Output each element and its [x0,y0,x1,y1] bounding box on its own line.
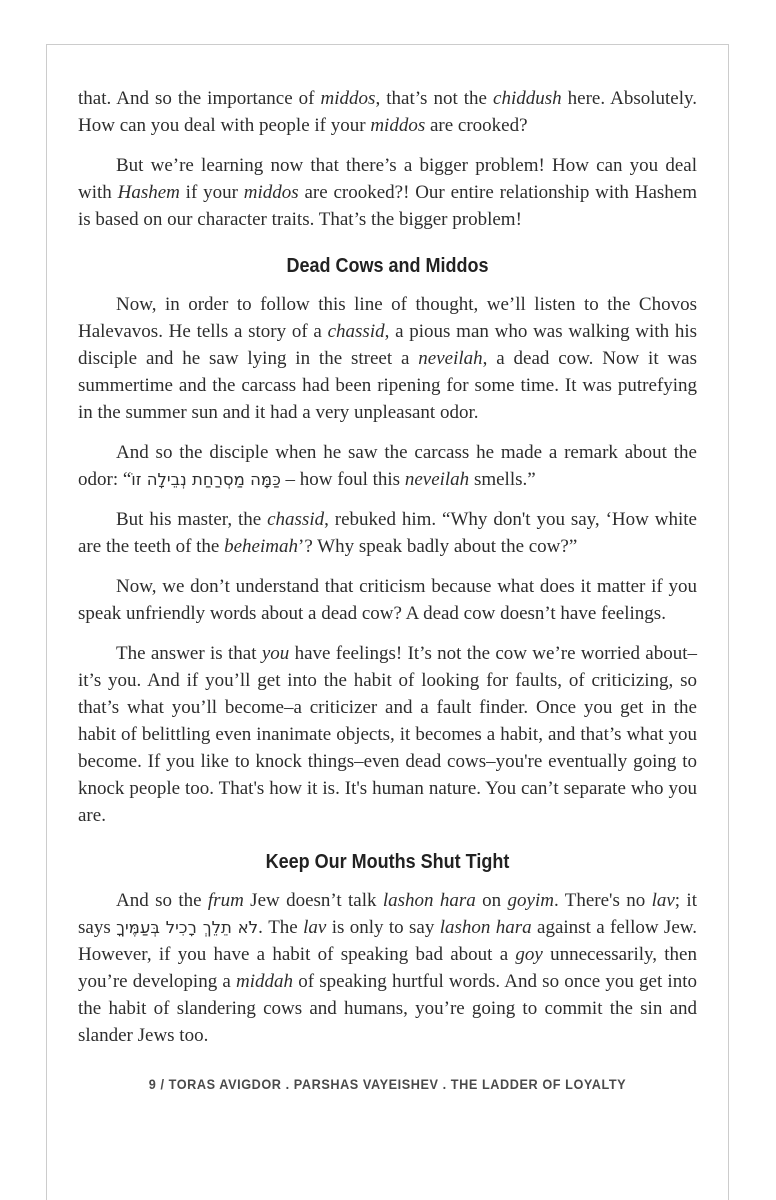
text-run: of speaking hurtful words. And so once you get into the habit of slandering cows and humans, you’re going to commit the sin and slander Jews too. [78,971,697,1046]
hebrew-phrase: לֹא תֵלֵךְ רָכִיל בְּעַמֶּיךָ [116,918,259,937]
text-run: are crooked? [425,115,528,136]
text-run: , rebuked him. “Why don't you say, ‘How white are the teeth of the [78,509,697,557]
text-run: unnecessarily, then you’re developing a [78,944,697,992]
text-run: are crooked?! Our entire relationship with Hashem is based on our character traits. That’s the bigger problem! [78,182,697,230]
body-paragraph [78,506,697,560]
italic-term: lav [651,890,675,911]
body-paragraph [78,640,697,829]
italic-term: neveilah [418,348,483,369]
document-page [46,44,729,1200]
text-run: , a pious man who was walking with his disciple and he saw lying in the street a [78,321,697,369]
italic-term: neveilah [404,469,470,490]
text-run: smells.” [469,469,536,490]
text-run: But his master, the [116,509,268,530]
page-content [47,45,728,1092]
section-heading: Dead Cows and Middos [286,255,489,277]
text-run: is only to say [326,917,440,938]
italic-term: goyim [507,890,554,911]
italic-term: you [261,643,290,664]
body-paragraph [78,152,697,233]
text-run: ’? Why speak badly about the cow?” [298,536,578,557]
text-run: . The [258,917,304,938]
body-paragraph [78,887,697,1049]
italic-term: middah [236,971,294,992]
text-run: against a fellow Jew. However, if you have a habit of speaking bad about a [78,917,697,965]
text-run: And so the [116,890,208,911]
italic-term: chassid [267,509,325,530]
text-run: on [475,890,508,911]
italic-term: beheimah [224,536,298,557]
text-run: The answer is that [116,643,262,664]
italic-term: goy [515,944,543,965]
hebrew-phrase: כַּמָּה מַסְרַחַת נְבֵילָה זוֹ [131,470,281,489]
italic-term: lashon hara [382,890,476,911]
italic-term: middos [243,182,299,203]
italic-term: lashon hara [439,917,532,938]
text-run: , that’s not the [375,88,494,109]
text-run: , a dead cow. Now it was summertime and the carcass had been ripening for some time. It was putrefying in the summer sun and it had a very unpleasant odor. [78,348,697,423]
text-run: Jew doesn’t talk [243,890,383,911]
section-heading: Keep Our Mouths Shut Tight [265,851,510,873]
text-run: – how foul this [280,469,405,490]
text-run: have feelings! It’s not the cow we’re worried about–it’s you. And if you’ll get into the habit of looking for faults, of criticizing, so that’s what you’ll become–a criticizer and a fault finder. Once you get in the habit of belittling even inanimate objects, it becomes a habit, and that’s what you become. If you like to knock things–even dead cows–you're eventually going to knock people too. That's how it is. It's human nature. You can’t separate who you are. [78,643,698,826]
italic-term: middos [320,88,376,109]
text-run: here. Absolutely. How can you deal with people if your [78,88,697,136]
italic-term: frum [207,890,244,911]
text-run: Now, in order to follow this line of thought, we’ll listen to the Chovos Halevavos. He tells a story of a [78,294,697,342]
italic-term: chassid [327,321,385,342]
text-run: And so the disciple when he saw the carcass he made a remark about the odor: “ [78,442,697,490]
italic-term: chiddush [493,88,562,109]
body-paragraph [78,439,697,493]
body-paragraph [78,85,697,139]
italic-term: Hashem [117,182,180,203]
body-paragraph [78,573,697,627]
text-run: ; it says [78,890,697,938]
text-run: if your [179,182,244,203]
text-run: But we’re learning now that there’s a bigger problem! How can you deal with [78,155,697,203]
page-footer: 9 / TORAS AVIGDOR . PARSHAS VAYEISHEV . THE LADDER OF LOYALTY [148,1077,627,1092]
italic-term: middos [370,115,426,136]
text-run: . There's no [553,890,652,911]
text-run: that. And so the importance of [78,88,321,109]
italic-term: lav [303,917,327,938]
body-paragraph [78,291,697,426]
text-run: Now, we don’t understand that criticism because what does it matter if you speak unfriendly words about a dead cow? A dead cow doesn’t have feelings. [78,576,697,624]
